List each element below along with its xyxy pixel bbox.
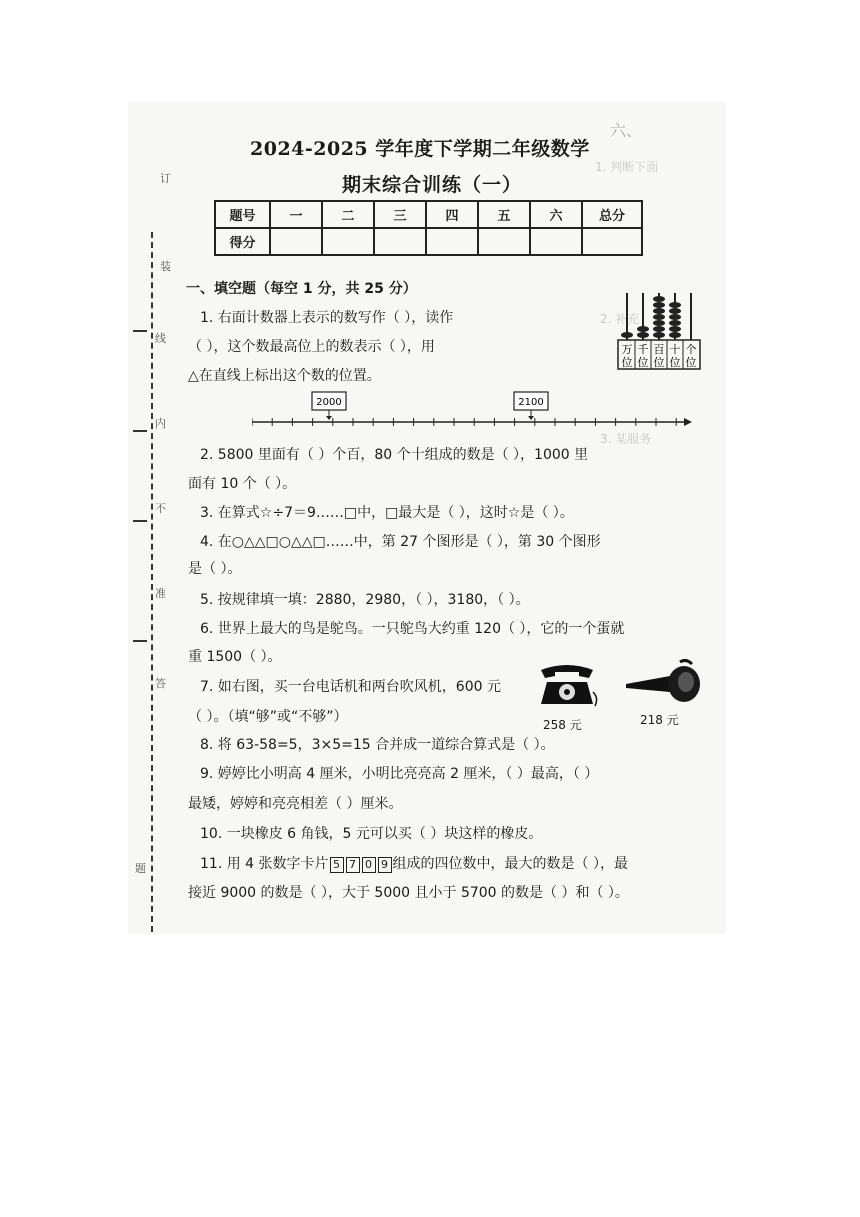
question-11-line-1 bbox=[200, 853, 628, 873]
score-cell: 一 bbox=[270, 201, 322, 228]
abacus-label: 位 bbox=[653, 356, 665, 369]
telephone-icon bbox=[535, 662, 599, 710]
bleed-through-text: 六、 bbox=[610, 121, 643, 140]
score-input[interactable] bbox=[426, 228, 478, 255]
margin-label: 准 bbox=[155, 587, 166, 600]
question-5: 5. 按规律填一填：2880，2980，（ ），3180，（ ）。 bbox=[200, 592, 530, 608]
margin-tick bbox=[133, 430, 147, 432]
margin-tick bbox=[133, 520, 147, 522]
digit-card: 5 bbox=[330, 857, 344, 873]
score-row bbox=[215, 228, 642, 255]
abacus-label: 百 bbox=[653, 343, 665, 356]
margin-tick bbox=[133, 330, 147, 332]
margin-label: 订 bbox=[160, 172, 171, 185]
section-heading: 一、填空题（每空 1 分，共 25 分） bbox=[186, 281, 417, 297]
score-input[interactable] bbox=[270, 228, 322, 255]
question-10: 10. 一块橡皮 6 角钱，5 元可以买（ ）块这样的橡皮。 bbox=[200, 826, 543, 842]
question-11-suffix: 组成的四位数中，最大的数是（ ），最 bbox=[392, 856, 628, 872]
score-table bbox=[214, 200, 643, 256]
question-1-line-2: （ ），这个数最高位上的数表示（ ），用 bbox=[188, 339, 435, 355]
abacus-label: 千 bbox=[637, 343, 649, 356]
question-2-line-1: 2. 5800 里面有（ ）个百，80 个十组成的数是（ ），1000 里 bbox=[200, 447, 589, 463]
margin-label: 题 bbox=[135, 862, 146, 875]
question-2-line-2: 面有 10 个（ ）。 bbox=[188, 476, 297, 492]
question-1-line-1: 1. 右面计数器上表示的数写作（ ），读作 bbox=[200, 310, 454, 326]
bleed-through-text: 3. 某服务 bbox=[600, 432, 652, 446]
abacus-label: 位 bbox=[685, 356, 697, 369]
question-4-line-1: 4. 在○△△□○△△□……中，第 27 个图形是（ ），第 30 个图形 bbox=[200, 534, 601, 550]
score-header-row bbox=[215, 201, 642, 228]
margin-label: 装 bbox=[160, 260, 171, 273]
worksheet-subtitle: 期末综合训练（一） bbox=[342, 174, 523, 196]
margin-label: 内 bbox=[155, 417, 166, 430]
abacus-label: 位 bbox=[669, 356, 681, 369]
numberline-label: 2100 bbox=[518, 397, 544, 408]
score-label: 得分 bbox=[215, 228, 270, 255]
digit-card: 0 bbox=[362, 857, 376, 873]
abacus-label: 万 bbox=[621, 343, 633, 356]
abacus-label: 位 bbox=[621, 356, 633, 369]
score-input[interactable] bbox=[322, 228, 374, 255]
binding-line bbox=[151, 232, 153, 932]
phone-price: 258 元 bbox=[543, 718, 582, 732]
abacus-label: 个 bbox=[685, 343, 697, 356]
question-1-line-3: △在直线上标出这个数的位置。 bbox=[188, 368, 381, 384]
bleed-through-text: 1. 判断下面 bbox=[595, 160, 659, 174]
digit-card: 9 bbox=[378, 857, 392, 873]
numberline-label: 2000 bbox=[316, 397, 342, 408]
abacus-icon bbox=[617, 285, 701, 370]
question-9-line-1: 9. 婷婷比小明高 4 厘米，小明比亮亮高 2 厘米，（ ）最高，（ ） bbox=[200, 766, 599, 782]
margin-label: 不 bbox=[155, 502, 166, 515]
score-input[interactable] bbox=[530, 228, 582, 255]
score-cell: 五 bbox=[478, 201, 530, 228]
hair-dryer-icon bbox=[624, 658, 704, 706]
score-input[interactable] bbox=[374, 228, 426, 255]
score-cell: 四 bbox=[426, 201, 478, 228]
score-cell: 三 bbox=[374, 201, 426, 228]
question-8: 8. 将 63-58=5，3×5=15 合并成一道综合算式是（ ）。 bbox=[200, 737, 555, 753]
worksheet-title: 2024-2025 学年度下学期二年级数学 bbox=[250, 138, 590, 160]
score-input[interactable] bbox=[582, 228, 642, 255]
question-9-line-2: 最矮，婷婷和亮亮相差（ ）厘米。 bbox=[188, 796, 403, 812]
digit-card: 7 bbox=[346, 857, 360, 873]
bleed-through-text: 2. 补充 bbox=[600, 312, 640, 326]
question-6-line-1: 6. 世界上最大的鸟是鸵鸟。一只鸵鸟大约重 120（ ），它的一个蛋就 bbox=[200, 621, 625, 637]
score-input[interactable] bbox=[478, 228, 530, 255]
question-11-line-2: 接近 9000 的数是（ ），大于 5000 且小于 5700 的数是（ ）和（ ）。 bbox=[188, 885, 629, 901]
margin-tick bbox=[133, 640, 147, 642]
question-7-line-1: 7. 如右图，买一台电话机和两台吹风机，600 元 bbox=[200, 679, 501, 695]
question-4-line-2: 是（ ）。 bbox=[188, 561, 242, 577]
margin-label: 答 bbox=[155, 677, 166, 690]
margin-label: 线 bbox=[155, 332, 166, 345]
number-line bbox=[252, 390, 692, 450]
question-3: 3. 在算式☆÷7＝9……□中，□最大是（ ），这时☆是（ ）。 bbox=[200, 505, 574, 521]
abacus-label: 位 bbox=[637, 356, 649, 369]
dryer-price: 218 元 bbox=[640, 713, 679, 727]
score-cell: 题号 bbox=[215, 201, 270, 228]
abacus-label: 十 bbox=[669, 343, 681, 356]
question-7-line-2: （ ）。（填“够”或“不够”） bbox=[188, 709, 348, 725]
question-6-line-2: 重 1500（ ）。 bbox=[188, 649, 282, 665]
score-cell: 总分 bbox=[582, 201, 642, 228]
score-cell: 六 bbox=[530, 201, 582, 228]
question-11-prefix: 11. 用 4 张数字卡片 bbox=[200, 856, 329, 872]
score-cell: 二 bbox=[322, 201, 374, 228]
